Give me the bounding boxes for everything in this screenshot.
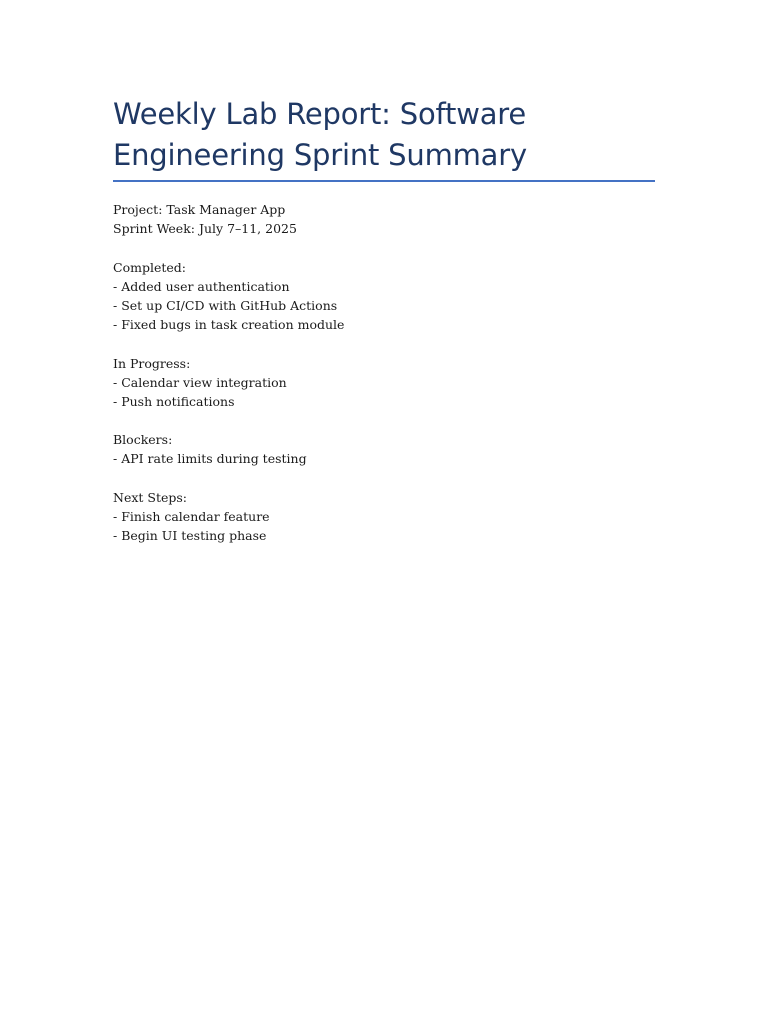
list-item: - Begin UI testing phase: [113, 528, 267, 544]
next-steps-section: [113, 488, 655, 546]
in-progress-section: [113, 354, 655, 412]
list-item: - API rate limits during testing: [113, 451, 307, 467]
list-item: - Set up CI/CD with GitHub Actions: [113, 297, 338, 313]
document-title-line-1: Weekly Lab Report: Software: [113, 97, 527, 131]
next-steps-heading: Next Steps:: [113, 489, 187, 505]
title-underline-rule: [113, 180, 655, 182]
project-line: Project: Task Manager App: [113, 202, 286, 217]
blockers-heading: Blockers:: [113, 432, 173, 448]
completed-section: [113, 258, 655, 335]
list-item: - Push notifications: [113, 393, 235, 409]
list-item: - Finish calendar feature: [113, 509, 270, 524]
paragraph-gap: [113, 411, 655, 430]
list-item: - Calendar view integration: [113, 374, 287, 390]
paragraph-gap: [113, 334, 655, 353]
paragraph-gap: [113, 238, 655, 257]
blockers-section: [113, 430, 655, 468]
in-progress-heading: In Progress:: [113, 355, 191, 371]
paragraph-gap: [113, 469, 655, 488]
completed-heading: Completed:: [113, 259, 186, 275]
sprint-week-line: Sprint Week: July 7–11, 2025: [113, 221, 297, 237]
list-item: - Added user authentication: [113, 278, 290, 294]
document-body: [113, 200, 655, 545]
document-title: [113, 94, 655, 176]
list-item: - Fixed bugs in task creation module: [113, 317, 345, 333]
title-block: [113, 94, 655, 176]
document-title-line-2: Engineering Sprint Summary: [113, 138, 527, 172]
